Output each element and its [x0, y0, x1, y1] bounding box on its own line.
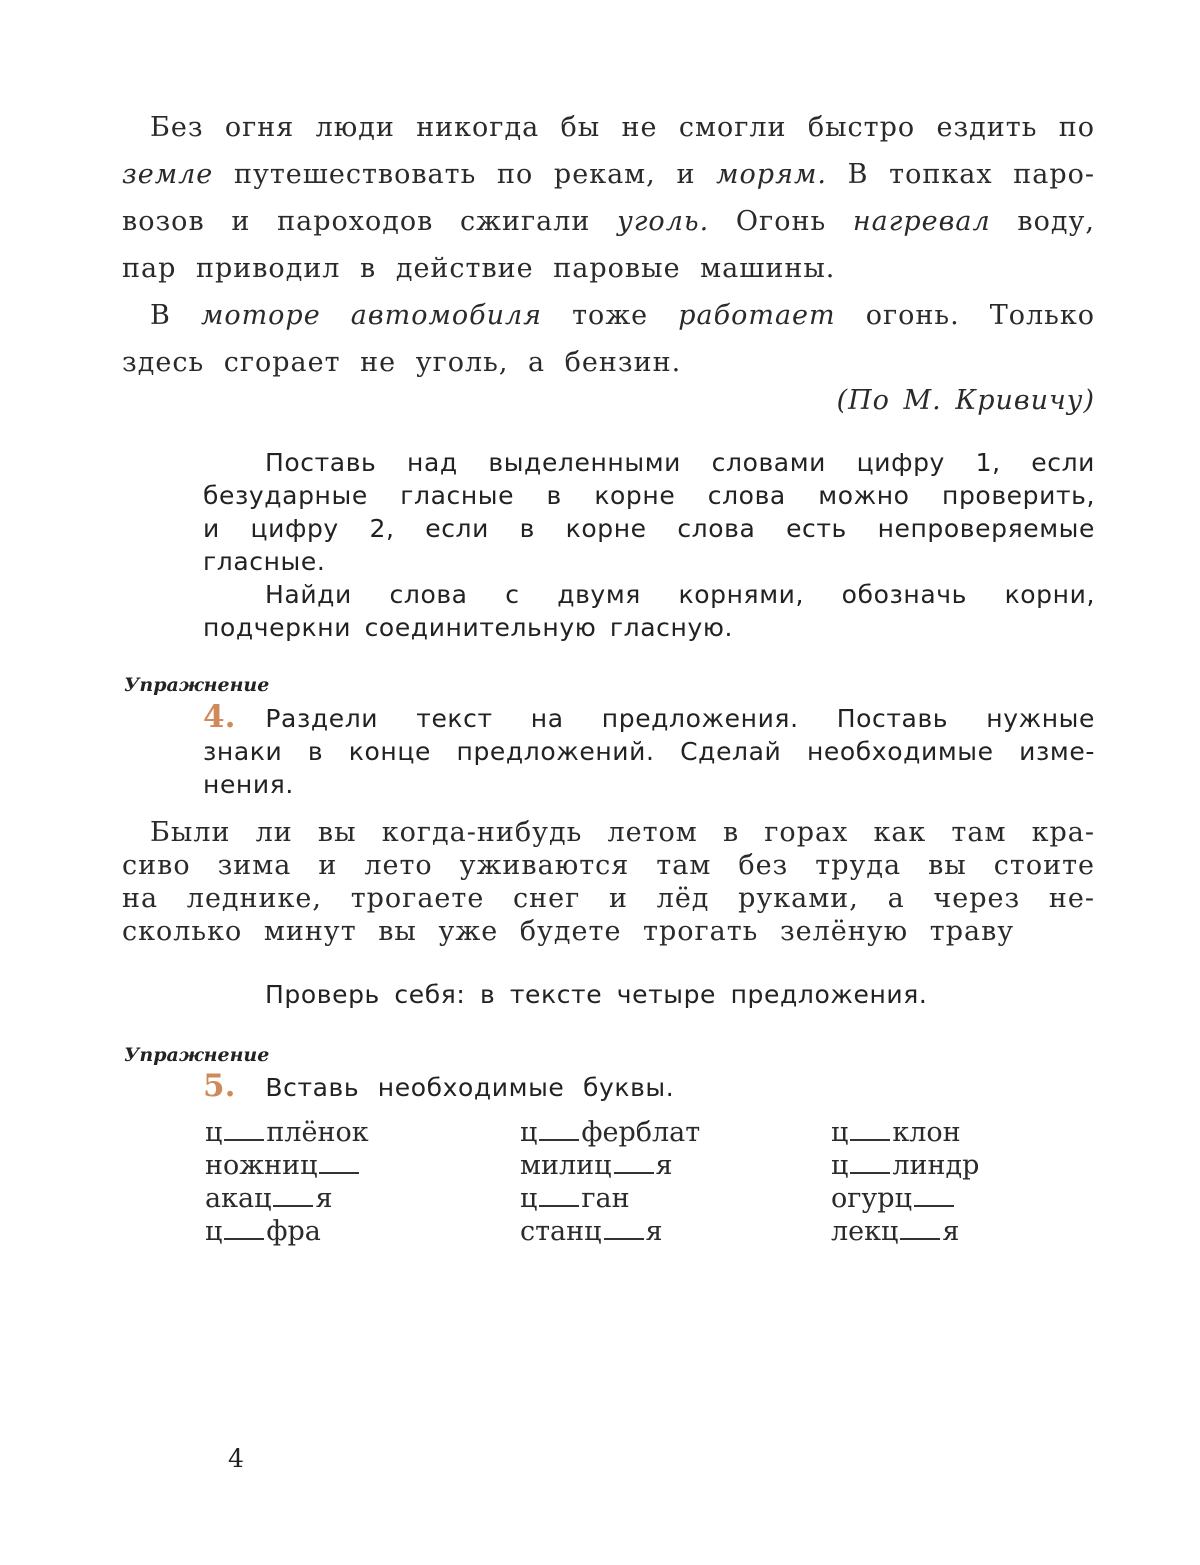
word-with-blank: акац я [205, 1183, 333, 1214]
highlighted-word: нагревал [852, 206, 991, 237]
highlighted-word: морям. [716, 159, 827, 190]
word-with-blank: ножниц [205, 1149, 369, 1182]
word-with-blank: ц линдр [831, 1150, 980, 1181]
story-text [122, 104, 1095, 422]
word-with-blank: ц клон [831, 1117, 961, 1148]
word-with-blank: ц фра [205, 1216, 321, 1247]
exercise-5-task: 5. Вставь необходимые буквы. [203, 1068, 675, 1104]
story-line: возов и пароходов сжигали уголь. Огонь нагревал воду, [122, 206, 1095, 237]
letter-blank[interactable] [914, 1185, 954, 1207]
letter-blank[interactable] [319, 1152, 359, 1174]
word-with-blank: ц плёнок [205, 1117, 369, 1148]
letter-blank[interactable] [614, 1152, 654, 1174]
letter-blank[interactable] [224, 1218, 264, 1240]
exercise-4-text: Были ли вы когда-нибудь летом в горах как там кра- сиво зима и лето уживаются там без труда вы стоите на леднике, трогаете снег и лёд руками, а через не- сколько минут вы уже будете трогать зелёную траву [122, 817, 1095, 947]
exercise-number: 4. [203, 699, 236, 735]
word-with-blank: ц ган [520, 1183, 630, 1214]
letter-blank[interactable] [224, 1119, 264, 1141]
exercise-label: Упражнение [124, 1044, 270, 1066]
story-line: здесь сгорает не уголь, а бензин. [122, 347, 682, 378]
letter-blank[interactable] [539, 1119, 579, 1141]
story-line: земле путешествовать по рекам, и морям. В топках паро- [122, 159, 1095, 190]
highlighted-word: работает [678, 300, 836, 331]
word-with-blank: станц я [520, 1216, 663, 1247]
word-column [831, 1116, 979, 1248]
letter-blank[interactable] [850, 1152, 890, 1174]
instruction-block: Поставь над выделенными словами цифру 1, если безударные гласные в корне слова можно проверить, и цифру 2, если в корне слова есть непроверяемые гласные. Найди слова с двумя корнями, обозначь корни, подчеркни соединительную гласную. [203, 448, 1095, 642]
word-with-blank: милиц я [520, 1150, 673, 1181]
word-with-blank: лекц я [831, 1216, 960, 1247]
story-source: (По М. Кривичу) [836, 385, 1095, 416]
letter-blank[interactable] [900, 1218, 940, 1240]
word-with-blank: ц ферблат [520, 1117, 701, 1148]
page-number: 4 [228, 1444, 244, 1473]
word-column [205, 1116, 369, 1248]
letter-blank[interactable] [273, 1185, 313, 1207]
word-columns [205, 1116, 1095, 1256]
story-line: Без огня люди никогда бы не смогли быстро ездить по [150, 112, 1095, 143]
word-with-blank: огурц [831, 1182, 979, 1215]
story-line: В моторе автомобиля тоже работает огонь. Только [150, 300, 1095, 331]
letter-blank[interactable] [539, 1185, 579, 1207]
word-column [520, 1116, 700, 1248]
exercise-number: 5. [203, 1068, 236, 1104]
highlighted-word: моторе автомобиля [200, 300, 543, 331]
letter-blank[interactable] [850, 1119, 890, 1141]
exercise-label: Упражнение [124, 674, 270, 696]
letter-blank[interactable] [604, 1218, 644, 1240]
story-line: пар приводил в действие паровые машины. [122, 253, 836, 284]
highlighted-word: земле [122, 159, 214, 190]
self-check-note: Проверь себя: в тексте четыре предложения. [265, 980, 928, 1009]
exercise-4-task: 4. Раздели текст на предложения. Поставь нужные знаки в конце предложений. Сделай необходимые изме- нения. [203, 699, 1095, 799]
highlighted-word: уголь. [617, 206, 710, 237]
